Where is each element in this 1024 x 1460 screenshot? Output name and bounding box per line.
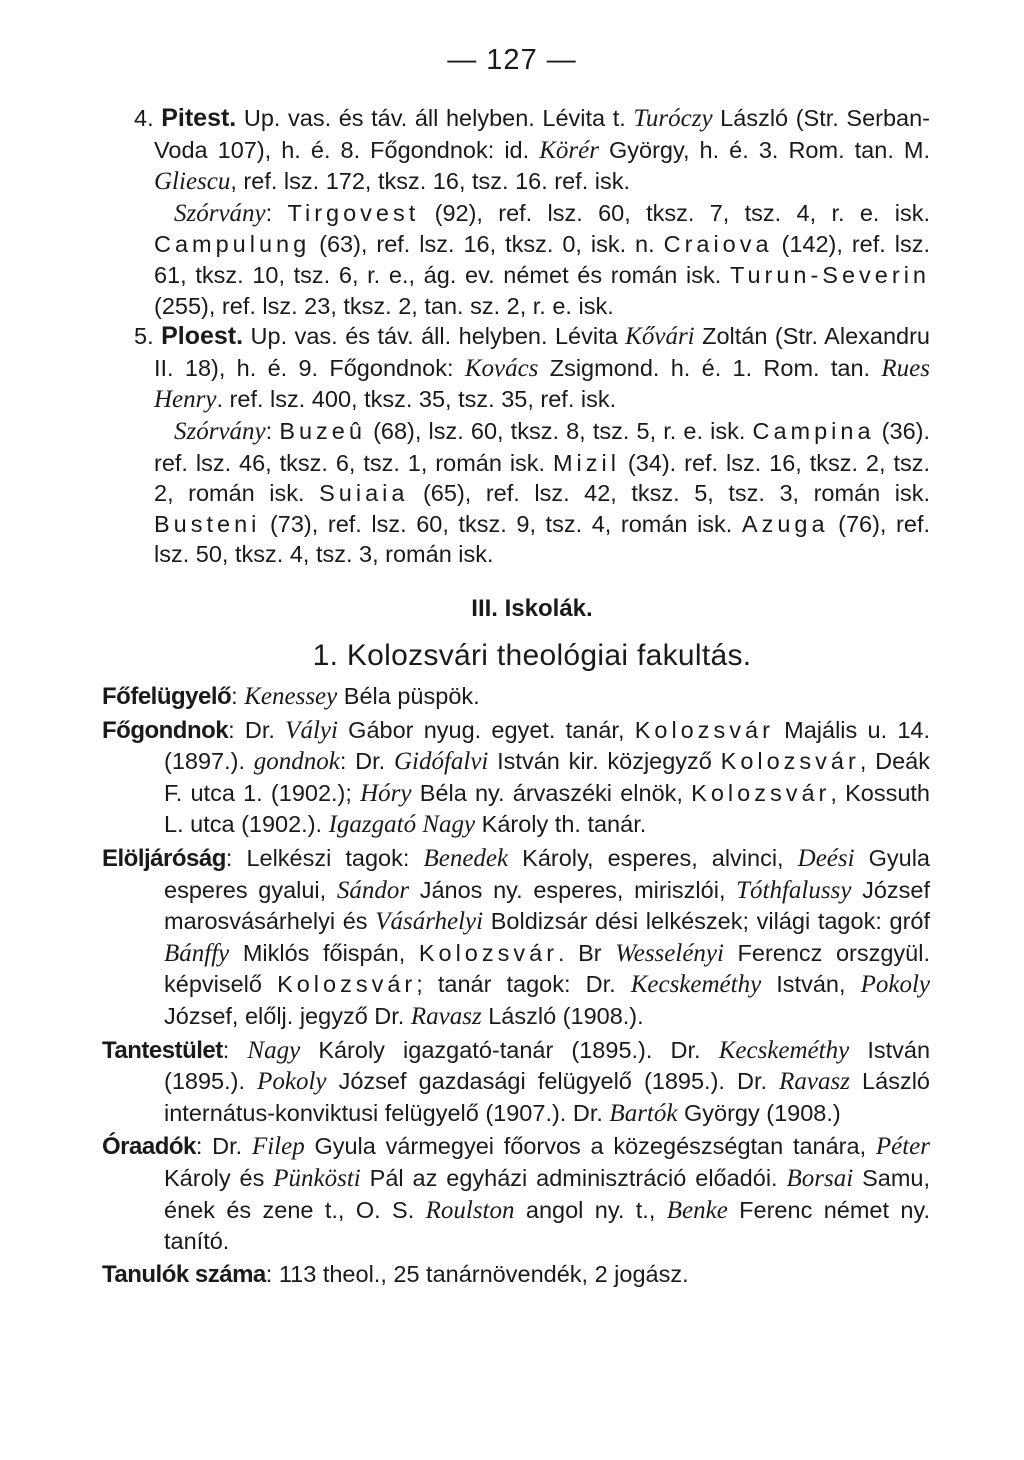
person-name: Bartók [609, 1099, 678, 1127]
block-label: Tantestület [102, 1036, 223, 1064]
block-label: Főfelügyelő [102, 683, 232, 711]
person-name: Borsai [786, 1165, 854, 1192]
block-text: . Br [558, 939, 616, 966]
person-name: Wesselényi [615, 939, 724, 967]
block-label: Tanulók száma [102, 1260, 266, 1288]
scatter-label: Szórvány [174, 417, 266, 445]
scatter-text: : [265, 417, 280, 444]
place-name: Buzeû [279, 417, 366, 444]
person-name: Pokoly [257, 1068, 327, 1096]
block-text: : 113 theol., 25 tanárnövendék, 2 jogász. [265, 1260, 689, 1287]
section-title: III. Iskolák. [471, 594, 593, 622]
entry-ploest [134, 321, 930, 416]
person-name: Hóry [360, 779, 412, 807]
scatter-ploest [134, 416, 930, 570]
place-name: Campina [752, 417, 875, 444]
entry-name: Körér [539, 136, 599, 164]
block-fogondnok [102, 715, 930, 841]
entry-name: Gliescu [154, 168, 231, 196]
block-text: István (1895.). [164, 1036, 931, 1095]
entry-number: 4. [134, 105, 154, 131]
place-name: Craiova [663, 231, 773, 258]
person-name: Benedek [423, 845, 509, 873]
block-text: Károly th. tanár. [475, 811, 647, 838]
block-label: Főgondnok [102, 716, 229, 744]
entry-text: György, h. é. 3. Rom. tan. M. [598, 136, 930, 163]
person-name: Ravasz [410, 1003, 482, 1031]
person-name: Pünkösti [273, 1165, 361, 1192]
block-text: ; tanár tagok: Dr. [416, 971, 631, 998]
place-name: Kolozsvár [277, 971, 417, 998]
person-name: Tóthfalussy [736, 876, 852, 904]
scatter-label: Szórvány [174, 199, 266, 227]
block-text: Károly, esperes, alvinci, [508, 845, 798, 872]
person-name: Kenessey [244, 683, 338, 711]
person-name: Vályi [285, 716, 338, 744]
person-name: Deési [797, 845, 855, 873]
entry-name: Rues Henry [154, 354, 930, 414]
block-text: György (1908.) [677, 1099, 841, 1126]
block-text: Gábor nyug. egyet. tanár, [337, 716, 635, 743]
entry-text: Up. vas. és táv. áll. helyben. Lévita [243, 323, 626, 350]
person-name: Gidófalvi [393, 748, 489, 776]
place-name: Tirgovest [287, 199, 420, 226]
block-text: József gazdasági felügyelő (1895.). Dr. [326, 1068, 780, 1095]
person-name: Ravasz [779, 1068, 850, 1096]
block-text: , Deák F. utca 1. (1902.); [164, 748, 930, 806]
block-text: , Kossuth L. utca (1902.). [164, 779, 930, 838]
block-text: Gyula esperes gyalui, [164, 845, 930, 903]
entry-text: Up. vas. és táv. áll helyben. Lévita t. [236, 105, 634, 131]
person-name: Péter [875, 1133, 930, 1161]
entry-text: , ref. lsz. 172, tksz. 16, tsz. 16. ref. isk. [230, 168, 631, 195]
block-text: Károly és [164, 1165, 274, 1191]
block-label: Óraadók [102, 1133, 196, 1161]
place-name: Kolozsvár [720, 748, 860, 775]
place-name: Mizil [552, 449, 620, 476]
block-label: Elöljáróság [102, 845, 226, 873]
place-name: Kolozsvár [634, 716, 774, 743]
person-name: Sándor [336, 876, 410, 904]
block-text: Béla püspök. [337, 683, 480, 710]
block-text: István, [761, 971, 861, 998]
place-name: Kolozsvár [418, 939, 559, 966]
block-text: : Dr. [228, 716, 286, 743]
person-name: Bánffy [164, 939, 230, 967]
person-name: Nagy [247, 1036, 301, 1064]
scatter-text: (92), ref. lsz. 60, tksz. 7, tsz. 4, r. e. isk. [419, 199, 931, 226]
block-text: angol ny. t., [514, 1196, 667, 1223]
person-name: Filep [251, 1133, 305, 1161]
block-text: Gyula vármegyei főorvos a közegészségtan tanára, [304, 1133, 876, 1160]
entry-number: 5. [134, 323, 154, 350]
entry-text: . ref. lsz. 400, tksz. 35, tsz. 35, ref. isk. [216, 386, 617, 413]
page-body [102, 103, 931, 1292]
person-name: Kecskeméthy [630, 971, 762, 999]
block-text: Pál az egyházi adminisztráció előadói. [360, 1165, 787, 1191]
place-name: Suiaia [319, 480, 409, 507]
block-eloljarosag [102, 843, 930, 1033]
block-text: : [231, 683, 245, 710]
block-text: Boldizsár dési lelkészek; világi tagok: gróf [483, 908, 930, 935]
person-name: Benke [666, 1196, 728, 1224]
place-name: Kolozsvár [691, 779, 831, 806]
block-text: Károly igazgató-tanár (1895.). Dr. [300, 1036, 719, 1063]
entry-text: Zsigmond. h. é. 1. Rom. tan. [538, 354, 882, 381]
block-text: István kir. közjegyző [488, 748, 721, 775]
entry-town: Pitest. [161, 104, 237, 132]
subsection-title: 1. Kolozsvári theológiai fakultás. [312, 638, 752, 672]
block-text: Ferenc német ny. tanító. [164, 1196, 930, 1255]
entry-text: Zoltán (Str. Alexandru II. 18), h. é. 9. Főgondnok: [154, 323, 930, 381]
block-text: Miklós főispán, [229, 939, 419, 966]
block-tanulok [102, 1259, 930, 1291]
scatter-text: (68), lsz. 60, tksz. 8, tsz. 5, r. e. isk. [365, 417, 753, 444]
block-tantestulet [102, 1035, 930, 1130]
person-name: Igazgató Nagy [328, 811, 476, 839]
block-fofelugyelo [102, 681, 930, 713]
block-text: László (1908.). [481, 1003, 644, 1030]
person-name: Vásárhelyi [375, 908, 484, 936]
scatter-pitest [134, 198, 930, 321]
scatter-text: (65), ref. lsz. 42, tksz. 5, tsz. 3, román isk. [408, 480, 931, 507]
block-text: : Dr. [339, 748, 394, 775]
place-name: Campulung [154, 231, 311, 258]
scatter-text: (36). ref. lsz. 46, tksz. 6, tsz. 1, román isk. [154, 417, 930, 476]
block-text: János ny. esperes, miriszlói, [409, 876, 737, 903]
page-number: — 127 — [447, 44, 577, 76]
block-text: Ferencz orszgyül. képviselő [164, 939, 930, 998]
block-text: Béla ny. árvaszéki elnök, [411, 779, 692, 806]
scatter-text: (34). ref. lsz. 16, tksz. 2, tsz. 2, román isk. [154, 449, 931, 507]
block-text: József marosvásárhelyi és [164, 876, 930, 935]
entry-town: Ploest. [161, 322, 244, 351]
place-name: Azuga [741, 510, 829, 537]
block-text: Samu, ének és zene t., O. S. [164, 1165, 930, 1223]
person-name: Roulston [425, 1196, 515, 1224]
entry-name: Turóczy [633, 105, 713, 132]
block-text: : Lelkészi tagok: [225, 845, 424, 872]
scatter-text: (255), ref. lsz. 23, tksz. 2, tan. sz. 2, r. e. isk. [154, 292, 614, 319]
block-text: : [222, 1036, 248, 1063]
entry-name: Kovács [464, 354, 539, 382]
scatter-text: (76), ref. lsz. 50, tksz. 4, tsz. 3, román isk. [154, 510, 930, 568]
person-name: Kecskeméthy [718, 1036, 850, 1064]
scatter-text: (142), ref. lsz. 61, tksz. 10, tsz. 6, r. e., ág. ev. német és román isk. [154, 231, 930, 288]
scatter-text: (63), ref. lsz. 16, tksz. 0, isk. n. [310, 231, 664, 258]
entry-text: László (Str. Serban-Voda 107), h. é. 8. Főgondnok: id. [154, 105, 930, 163]
place-name: Turun-Severin [729, 261, 930, 288]
scatter-text: : [265, 199, 288, 226]
role-name: gondnok [253, 748, 340, 776]
place-name: Busteni [154, 510, 261, 537]
entry-name: Kővári [625, 323, 695, 351]
scatter-text: (73), ref. lsz. 60, tksz. 9, tsz. 4, román isk. [260, 510, 742, 537]
block-text: László internátus-konviktusi felügyelő (1907.). Dr. [164, 1068, 930, 1126]
block-oraadok [102, 1131, 930, 1256]
block-text: : Dr. [195, 1133, 252, 1160]
block-text: Majális u. 14. (1897.). [164, 716, 930, 775]
block-text: József, előlj. jegyző Dr. [164, 1003, 411, 1030]
entry-pitest [134, 103, 930, 198]
person-name: Pokoly [860, 971, 930, 999]
